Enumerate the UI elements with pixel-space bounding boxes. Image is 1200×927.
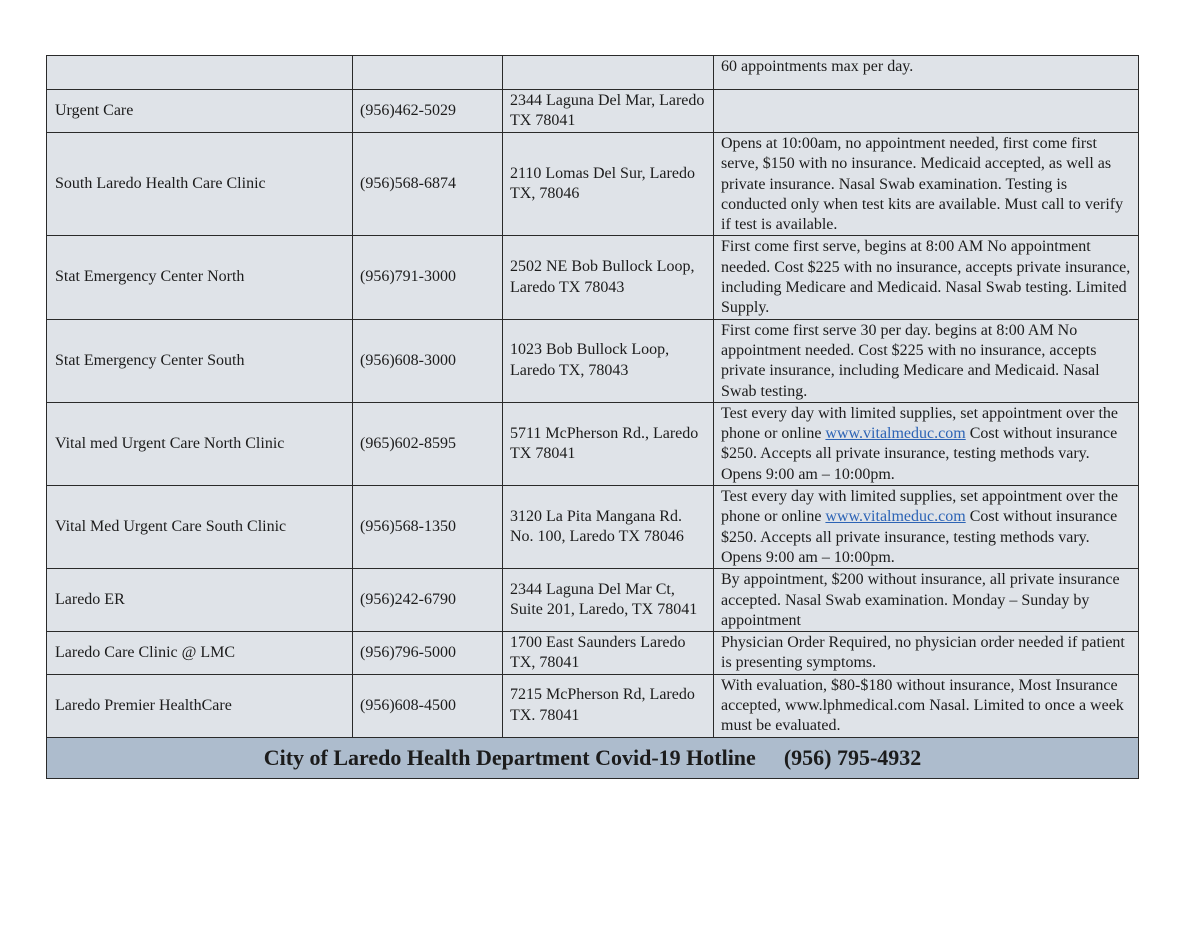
site-notes xyxy=(714,90,1139,133)
site-name: Laredo Care Clinic @ LMC xyxy=(47,632,353,675)
hotline-banner xyxy=(47,737,1139,778)
table-row xyxy=(47,674,1139,737)
table-row xyxy=(47,402,1139,485)
site-notes: Physician Order Required, no physician order needed if patient is presenting symptoms. xyxy=(714,632,1139,675)
vitalmed-website-link[interactable]: www.vitalmeduc.com xyxy=(825,508,966,526)
table-row xyxy=(47,56,1139,90)
site-phone: (956)608-3000 xyxy=(353,319,503,402)
site-address: 2344 Laguna Del Mar, Laredo TX 78041 xyxy=(503,90,714,133)
vitalmed-website-link[interactable]: www.vitalmeduc.com xyxy=(825,425,966,443)
site-phone: (956)791-3000 xyxy=(353,236,503,319)
table-row xyxy=(47,569,1139,632)
site-name: Vital med Urgent Care North Clinic xyxy=(47,402,353,485)
site-address: 2502 NE Bob Bullock Loop, Laredo TX 78043 xyxy=(503,236,714,319)
table-row xyxy=(47,632,1139,675)
site-address: 7215 McPherson Rd, Laredo TX. 78041 xyxy=(503,674,714,737)
table-row xyxy=(47,486,1139,569)
site-phone: (965)602-8595 xyxy=(353,402,503,485)
site-address: 2110 Lomas Del Sur, Laredo TX, 78046 xyxy=(503,133,714,236)
site-name: Laredo Premier HealthCare xyxy=(47,674,353,737)
table-row xyxy=(47,133,1139,236)
site-name: Laredo ER xyxy=(47,569,353,632)
site-name: Urgent Care xyxy=(47,90,353,133)
site-name: South Laredo Health Care Clinic xyxy=(47,133,353,236)
hotline-row xyxy=(47,737,1139,778)
site-phone: (956)242-6790 xyxy=(353,569,503,632)
table-row xyxy=(47,236,1139,319)
site-notes: First come first serve 30 per day. begins at 8:00 AM No appointment needed. Cost $225 with no insurance, accepts private insurance, including Medicare and Medicaid. Nasal Swab testing. xyxy=(714,319,1139,402)
site-notes: Test every day with limited supplies, set appointment over the phone or online www.vitalmeduc.com Cost without insurance $250. Accepts all private insurance, testing methods vary. Opens 9:00 am – 10:00pm. xyxy=(714,402,1139,485)
site-address: 5711 McPherson Rd., Laredo TX 78041 xyxy=(503,402,714,485)
site-phone: (956)796-5000 xyxy=(353,632,503,675)
site-phone: (956)568-1350 xyxy=(353,486,503,569)
site-notes: Test every day with limited supplies, set appointment over the phone or online www.vitalmeduc.com Cost without insurance $250. Accepts all private insurance, testing methods vary. Opens 9:00 am – 10:00pm. xyxy=(714,486,1139,569)
site-notes: 60 appointments max per day. xyxy=(714,56,1139,90)
site-phone: (956)608-4500 xyxy=(353,674,503,737)
site-notes: First come first serve, begins at 8:00 AM No appointment needed. Cost $225 with no insurance, accepts private insurance, including Medicare and Medicaid. Nasal Swab testing. Limited Supply. xyxy=(714,236,1139,319)
site-name: Vital Med Urgent Care South Clinic xyxy=(47,486,353,569)
hotline-phone: (956) 795-4932 xyxy=(783,744,922,770)
site-name: Stat Emergency Center South xyxy=(47,319,353,402)
site-address xyxy=(503,56,714,90)
testing-sites-table-container xyxy=(46,55,1138,779)
site-address: 3120 La Pita Mangana Rd. No. 100, Laredo TX 78046 xyxy=(503,486,714,569)
table-row xyxy=(47,319,1139,402)
site-phone: (956)462-5029 xyxy=(353,90,503,133)
site-phone xyxy=(353,56,503,90)
testing-sites-table xyxy=(46,55,1139,779)
site-notes: By appointment, $200 without insurance, all private insurance accepted. Nasal Swab examination. Monday – Sunday by appointment xyxy=(714,569,1139,632)
site-notes: Opens at 10:00am, no appointment needed, first come first serve, $150 with no insurance. Medicaid accepted, as well as private insurance. Nasal Swab examination. Testing is conducted only when test kits are available. Must call to verify if test is available. xyxy=(714,133,1139,236)
site-name: Stat Emergency Center North xyxy=(47,236,353,319)
site-address: 2344 Laguna Del Mar Ct, Suite 201, Laredo, TX 78041 xyxy=(503,569,714,632)
site-name xyxy=(47,56,353,90)
table-row xyxy=(47,90,1139,133)
site-phone: (956)568-6874 xyxy=(353,133,503,236)
site-address: 1023 Bob Bullock Loop, Laredo TX, 78043 xyxy=(503,319,714,402)
hotline-title: City of Laredo Health Department Covid-19 Hotline xyxy=(263,744,756,770)
site-address: 1700 East Saunders Laredo TX, 78041 xyxy=(503,632,714,675)
site-notes: With evaluation, $80-$180 without insurance, Most Insurance accepted, www.lphmedical.com Nasal. Limited to once a week must be evaluated. xyxy=(714,674,1139,737)
